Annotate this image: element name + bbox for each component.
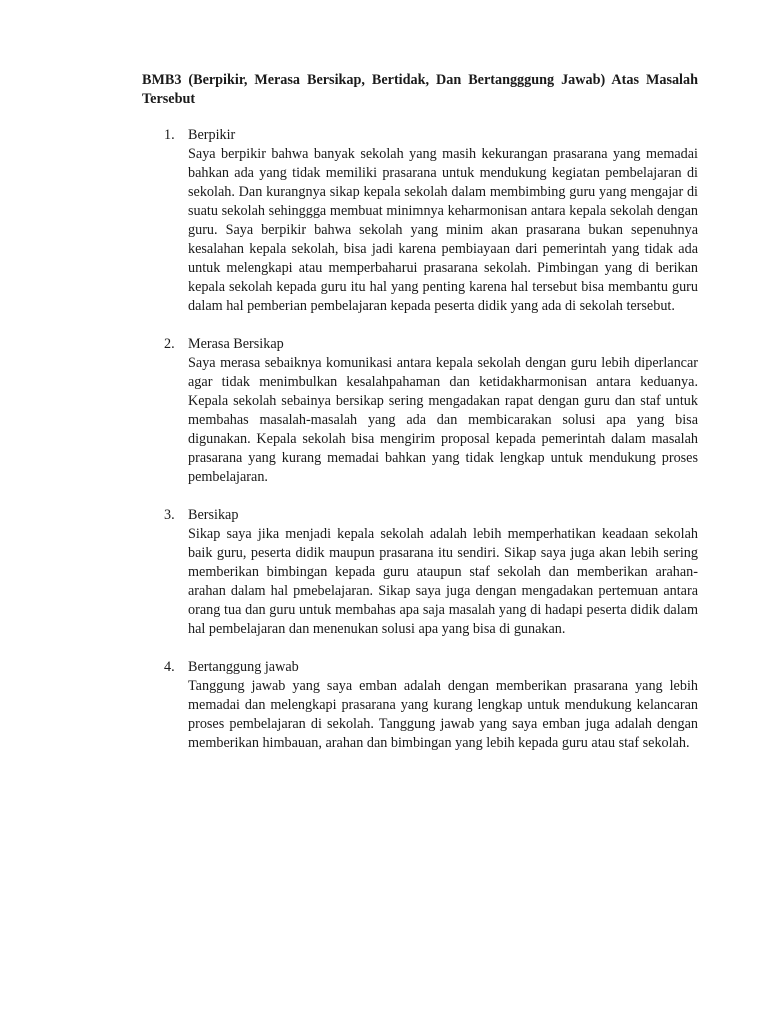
list-item-paragraph: Saya merasa sebaiknya komunikasi antara kepala sekolah dengan guru lebih diperlancar agar tidak menimbulkan kesalahpahaman dan ketidakharmonisan antara keduanya. Kepala sekolah sebainya bersikap sering mengadakan rapat dengan guru dan staf untuk membahas masalah-masalah yang ada dan membicarakan solusi apa yang bisa digunakan. Kepala sekolah bisa mengirim proposal kepada pemerintah dalam masalah prasarana yang kurang memadai bahkan yang tidak lengkap untuk mendukung proses pembelajaran. — [188, 355, 698, 485]
list-item-paragraph: Tanggung jawab yang saya emban adalah dengan memberikan prasarana yang lebih memadai dan melengkapi prasarana yang kurang lengkap untuk mendukung kelancaran proses pembelajaran di sekolah. Tanggung jawab yang saya emban juga adalah dengan memberikan himbauan, arahan dan bimbingan yang lebih kepada guru atau staf sekolah. — [188, 678, 698, 751]
list-item-paragraph: Saya berpikir bahwa banyak sekolah yang masih kekurangan prasarana yang memadai bahkan ada yang tidak memiliki prasarana untuk mendukung kegiatan pembelajaran di sekolah. Dan kurangnya sikap kepala sekolah dalam membimbing guru yang mengajar di suatu sekolah sehinggga membuat minimnya keharmonisan antara kepala sekolah dengan guru. Saya berpikir bahwa sekolah yang minim akan prasarana bukan sepenuhnya kesalahan kepala sekolah, bisa jadi karena pembiayaan dari pemerintah yang tidak ada untuk melengkapi atau memperbaharui prasarana sekolah. Pimbingan yang di berikan kepala sekolah kepada guru itu hal yang penting karena hal tersebut bisa membantu guru dalam hal pemberian pembelajaran kepada peserta didik yang ada di sekolah tersebut. — [188, 146, 698, 314]
list-item-number: 1. — [164, 127, 175, 143]
list-item-body — [188, 658, 698, 753]
list-item-number: 2. — [164, 336, 175, 352]
list-item-bersikap — [142, 506, 698, 639]
list-item-body — [188, 506, 698, 639]
document-title: BMB3 (Berpikir, Merasa Bersikap, Bertidak, Dan Bertangggung Jawab) Atas Masalah Tersebut — [142, 72, 698, 107]
list-item-heading: Merasa Bersikap — [188, 336, 284, 352]
list-item-heading: Bersikap — [188, 507, 239, 523]
document-page — [142, 71, 698, 772]
list-item-berpikir — [142, 126, 698, 316]
list-item-paragraph: Sikap saya jika menjadi kepala sekolah adalah lebih memperhatikan keadaan sekolah baik guru, peserta didik maupun prasarana itu sendiri. Sikap saya juga akan lebih sering memberikan bimbingan kepada guru ataupun staf sekolah dan memberikan arahan-arahan dalam hal pmebelajaran. Sikap saya juga dengan mengadakan pertemuan antara orang tua dan guru untuk membahas apa saja masalah yang di hadapi peserta didik dalam hal pembelajaran dan menenukan solusi apa yang bisa di gunakan. — [188, 526, 698, 637]
list-item-bertanggung-jawab — [142, 658, 698, 753]
list-item-number: 4. — [164, 659, 175, 675]
list-item-heading: Bertanggung jawab — [188, 659, 299, 675]
list-item-merasa-bersikap — [142, 335, 698, 487]
list-item-body — [188, 335, 698, 487]
list-item-number: 3. — [164, 507, 175, 523]
list-item-body — [188, 126, 698, 316]
list-item-heading: Berpikir — [188, 127, 236, 143]
